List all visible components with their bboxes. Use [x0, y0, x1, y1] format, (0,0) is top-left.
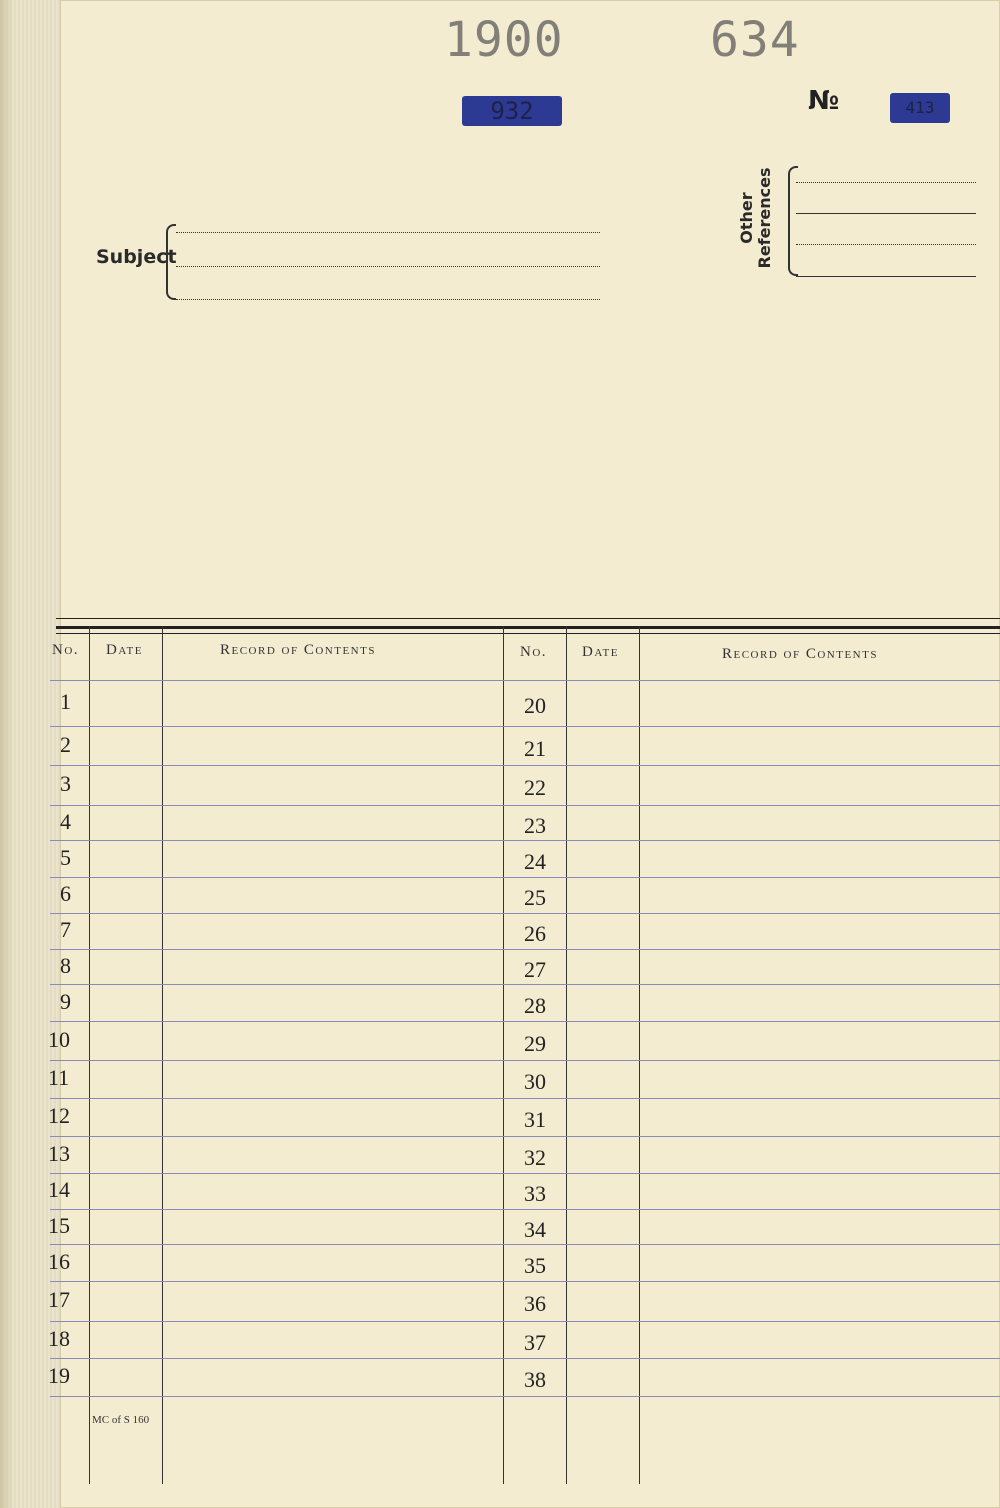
- right-row-number: 22: [524, 775, 546, 800]
- left-row-number: 5: [60, 844, 71, 870]
- right-record-header: Record of Contents: [722, 646, 878, 662]
- table-row-rule: [50, 1244, 1000, 1245]
- center-divider: [503, 626, 504, 1484]
- table-row-rule: [50, 1321, 1000, 1322]
- subject-line-3[interactable]: [176, 299, 600, 300]
- left-row-number: 7: [60, 917, 71, 942]
- left-row-number: 4: [60, 808, 71, 834]
- left-row-number: 16: [48, 1248, 70, 1274]
- table-row-rule: [50, 913, 1000, 914]
- subject-label: Subject: [96, 246, 177, 268]
- right-row-number: 23: [524, 812, 546, 838]
- left-record-divider: [162, 626, 163, 1484]
- table-top-rule-2: [56, 633, 1000, 634]
- form-code: MC of S 160: [92, 1414, 150, 1426]
- table-row-rule: [50, 1358, 1000, 1359]
- left-row-number: 13: [48, 1140, 70, 1166]
- right-row-number: 27: [524, 956, 546, 982]
- binding-shadow: [0, 0, 14, 1508]
- other-references-line-1: Other: [737, 192, 756, 244]
- left-row-number: 2: [60, 731, 71, 757]
- right-row-number: 31: [524, 1107, 546, 1132]
- right-date-divider: [566, 626, 567, 1484]
- left-no-header: No.: [52, 642, 80, 658]
- right-row-number: 30: [524, 1069, 546, 1094]
- right-row-number: 36: [524, 1291, 546, 1316]
- left-row-number: 8: [60, 952, 71, 978]
- right-row-number: 24: [524, 848, 546, 874]
- table-row-rule: [50, 680, 1000, 681]
- left-row-number: 17: [48, 1287, 70, 1312]
- file-number-stamp: 634: [710, 12, 800, 68]
- right-row-number: 35: [524, 1252, 546, 1278]
- table-top-thick-rule: [56, 626, 1000, 629]
- table-row-rule: [50, 1396, 1000, 1397]
- other-ref-line-4[interactable]: [796, 276, 976, 277]
- left-row-number: 11: [48, 1065, 70, 1090]
- right-date-header: Date: [582, 644, 619, 660]
- right-row-number: 21: [524, 735, 546, 761]
- number-label: №: [808, 86, 840, 116]
- left-record-header: Record of Contents: [220, 642, 376, 658]
- other-ref-line-1[interactable]: [796, 182, 976, 183]
- table-row-rule: [50, 726, 1000, 727]
- left-row-number: 14: [48, 1177, 70, 1202]
- right-record-divider: [639, 626, 640, 1484]
- right-row-number: 34: [524, 1216, 546, 1242]
- table-row-rule: [50, 1281, 1000, 1282]
- right-row-number: 38: [524, 1367, 546, 1392]
- table-row-rule: [50, 1060, 1000, 1061]
- right-row-number: 28: [524, 992, 546, 1018]
- left-row-number: 6: [60, 881, 71, 906]
- subject-line-1[interactable]: [176, 232, 600, 233]
- other-references-label: [738, 166, 774, 270]
- table-row-rule: [50, 877, 1000, 878]
- table-row-rule: [50, 1021, 1000, 1022]
- subject-brace: [166, 224, 176, 300]
- right-row-number: 25: [524, 885, 546, 910]
- table-row-rule: [50, 765, 1000, 766]
- table-top-rule: [56, 618, 1000, 619]
- right-row-number: 32: [524, 1144, 546, 1170]
- left-row-number: 18: [48, 1325, 70, 1351]
- table-row-rule: [50, 1209, 1000, 1210]
- blue-year-stamp: 932: [462, 96, 562, 126]
- right-row-number: 29: [524, 1030, 546, 1056]
- left-date-header: Date: [106, 642, 143, 658]
- left-row-number: 9: [60, 988, 71, 1014]
- left-date-divider: [89, 626, 90, 1484]
- table-row-rule: [50, 984, 1000, 985]
- table-row-rule: [50, 1136, 1000, 1137]
- right-row-number: 37: [524, 1329, 546, 1355]
- left-row-number: 1: [60, 689, 71, 714]
- other-ref-line-2[interactable]: [796, 213, 976, 214]
- table-row-rule: [50, 805, 1000, 806]
- blue-number-stamp: 413: [890, 93, 950, 123]
- table-row-rule: [50, 1173, 1000, 1174]
- left-row-number: 15: [48, 1212, 70, 1238]
- subject-line-2[interactable]: [176, 266, 600, 267]
- right-row-number: 33: [524, 1181, 546, 1206]
- left-row-number: 10: [48, 1026, 70, 1052]
- year-stamp: 1900: [444, 12, 564, 68]
- right-row-number: 26: [524, 921, 546, 946]
- table-row-rule: [50, 1098, 1000, 1099]
- table-row-rule: [50, 840, 1000, 841]
- right-no-header: No.: [520, 644, 548, 660]
- left-row-number: 19: [48, 1363, 70, 1388]
- table-row-rule: [50, 949, 1000, 950]
- right-row-number: 20: [524, 693, 546, 718]
- other-references-line-2: References: [755, 167, 774, 269]
- other-ref-line-3[interactable]: [796, 244, 976, 245]
- left-row-number: 12: [48, 1103, 70, 1128]
- left-row-number: 3: [60, 771, 71, 796]
